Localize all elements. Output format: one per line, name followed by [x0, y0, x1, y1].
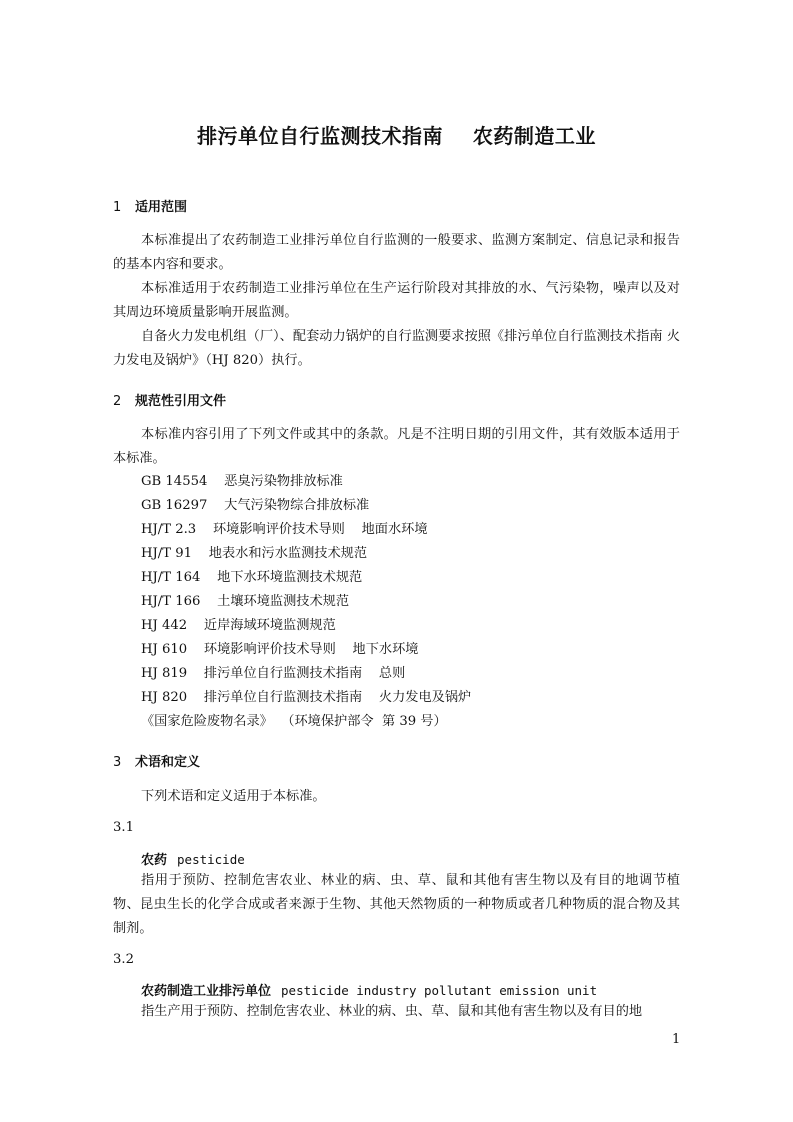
reference-item: HJ/T 2.3 环境影响评价技术导则 地面水环境 — [141, 522, 428, 537]
section-3-heading — [113, 751, 200, 770]
section-1-paragraph-1: 本标准提出了农药制造工业排污单位自行监测的一般要求、监测方案制定、信息记录和报告的基本内容和要求。 — [113, 233, 680, 272]
term-3-2-definition: 指生产用于预防、控制危害农业、林业的病、虫、草、鼠和其他有害生物以及有目的地 — [141, 1004, 643, 1019]
section-3-title: 术语和定义 — [135, 755, 201, 770]
reference-item: HJ/T 91 地表水和污水监测技术规范 — [141, 546, 368, 561]
section-1-title: 适用范围 — [135, 200, 188, 215]
term-3-2-chinese: 农药制造工业排污单位 — [141, 984, 272, 999]
section-1-paragraph-3: 自备火力发电机组（厂）、配套动力锅炉的自行监测要求按照《排污单位自行监测技术指南 火力发电及锅炉》（HJ 820）执行。 — [113, 329, 680, 368]
reference-item: HJ 610 环境影响评价技术导则 地下水环境 — [141, 642, 419, 657]
section-2-intro: 本标准内容引用了下列文件或其中的条款。凡是不注明日期的引用文件，其有效版本适用于本标准。 — [113, 427, 680, 466]
clause-3-1-number: 3.1 — [113, 820, 134, 835]
reference-item: GB 14554 恶臭污染物排放标准 — [141, 474, 343, 489]
reference-item: GB 16297 大气污染物综合排放标准 — [141, 498, 370, 513]
reference-item: HJ/T 166 土壤环境监测技术规范 — [141, 594, 350, 609]
reference-item: 《国家危险废物名录》 （环境保护部令 第 39 号） — [141, 714, 447, 729]
term-3-1-chinese: 农药 — [141, 853, 168, 868]
term-3-1-definition: 指用于预防、控制危害农业、林业的病、虫、草、鼠和其他有害生物以及有目的地调节植物、昆虫生长的化学合成或者来源于生物、其他天然物质的一种物质或者几种物质的混合物及其制剂。 — [113, 873, 680, 936]
document-title: 排污单位自行监测技术指南 农药制造工业 — [197, 124, 596, 148]
section-3-intro: 下列术语和定义适用于本标准。 — [141, 789, 326, 804]
section-2-title: 规范性引用文件 — [135, 394, 227, 409]
clause-3-2-number: 3.2 — [113, 952, 134, 967]
term-3-2-english: pesticide industry pollutant emission unit — [281, 983, 598, 998]
section-1-number: 1 — [113, 200, 122, 215]
reference-item: HJ 442 近岸海域环境监测规范 — [141, 618, 336, 633]
term-3-1-english: pesticide — [177, 852, 245, 867]
term-3-1 — [141, 849, 245, 868]
section-2-heading — [113, 390, 226, 409]
section-1-paragraph-2: 本标准适用于农药制造工业排污单位在生产运行阶段对其排放的水、气污染物，噪声以及对其周边环境质量影响开展监测。 — [113, 281, 680, 320]
reference-item: HJ/T 164 地下水环境监测技术规范 — [141, 570, 363, 585]
page-number: 1 — [672, 1032, 681, 1047]
section-3-number: 3 — [113, 755, 122, 770]
section-1-heading — [113, 196, 187, 215]
reference-item: HJ 819 排污单位自行监测技术指南 总则 — [141, 666, 406, 681]
reference-item: HJ 820 排污单位自行监测技术指南 火力发电及锅炉 — [141, 690, 472, 705]
term-3-2 — [141, 980, 597, 999]
section-2-number: 2 — [113, 394, 122, 409]
